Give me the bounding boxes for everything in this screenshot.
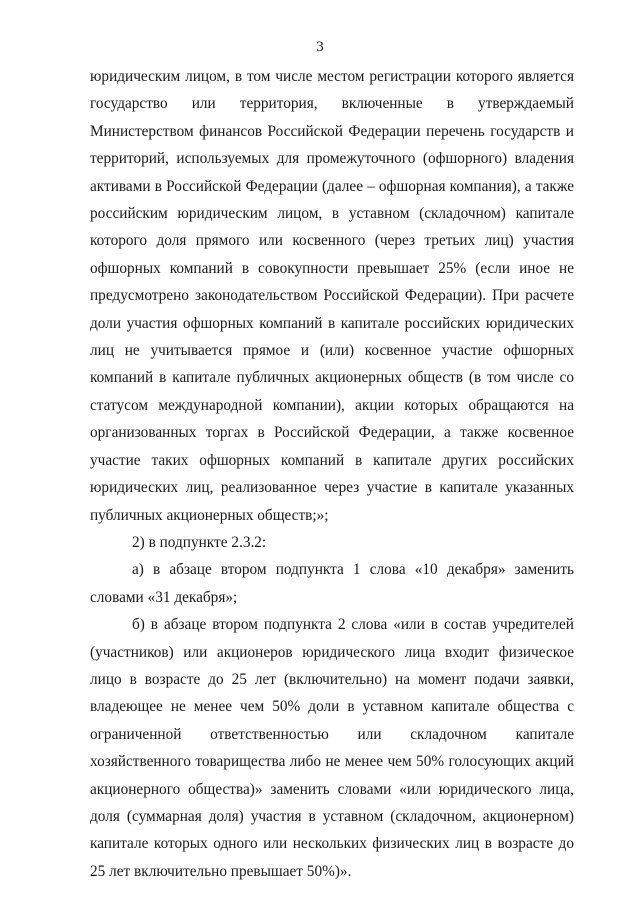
paragraph-item-2b: б) в абзаце втором подпункта 2 слова «или в состав учредителей (участников) или акционеров юридического лица входит физическое лицо в возрасте до 25 лет (включительно) на момент подачи заявки, владеющее не менее чем 50% доли в уставном капитале общества с ограниченной ответственностью или складочном капитале хозяйственного товарищества либо не менее чем 50% голосующих акций акционерного общества)» заменить словами «или юридического лица, доля (суммарная доля) участия в уставном (складочном, акционерном) капитале которых одного или нескольких физических лиц в возрасте до 25 лет включительно превышает 50%)». xyxy=(90,616,574,880)
document-body xyxy=(90,63,574,885)
paragraph-continuation: юридическим лицом, в том числе местом регистрации которого является государство или территория, включенные в утверждаемый Министерством финансов Российской Федерации перечень государств и территорий, используемых для промежуточного (офшорного) владения активами в Российской Федерации (далее – офшорная компания), а также российским юридическим лицом, в уставном (складочном) капитале которого доля прямого или косвенного (через третьих лиц) участия офшорных компаний в совокупности превышает 25% (если иное не предусмотрено законодательством Российской Федерации). При расчете доли участия офшорных компаний в капитале российских юридических лиц не учитывается прямое и (или) косвенное участие офшорных компаний в капитале публичных акционерных обществ (в том числе со статусом международной компании), акции которых обращаются на организованных торгах в Российской Федерации, а также косвенное участие таких офшорных компаний в капитале других российских юридических лиц, реализованное через участие в капитале указанных публичных акционерных обществ;»; xyxy=(90,68,574,524)
page-number: 3 xyxy=(316,39,324,55)
paragraph-item-2: 2) в подпункте 2.3.2: xyxy=(132,533,267,551)
paragraph-item-2a: а) в абзаце втором подпункта 1 слова «10 декабря» заменить словами «31 декабря»; xyxy=(90,561,574,606)
